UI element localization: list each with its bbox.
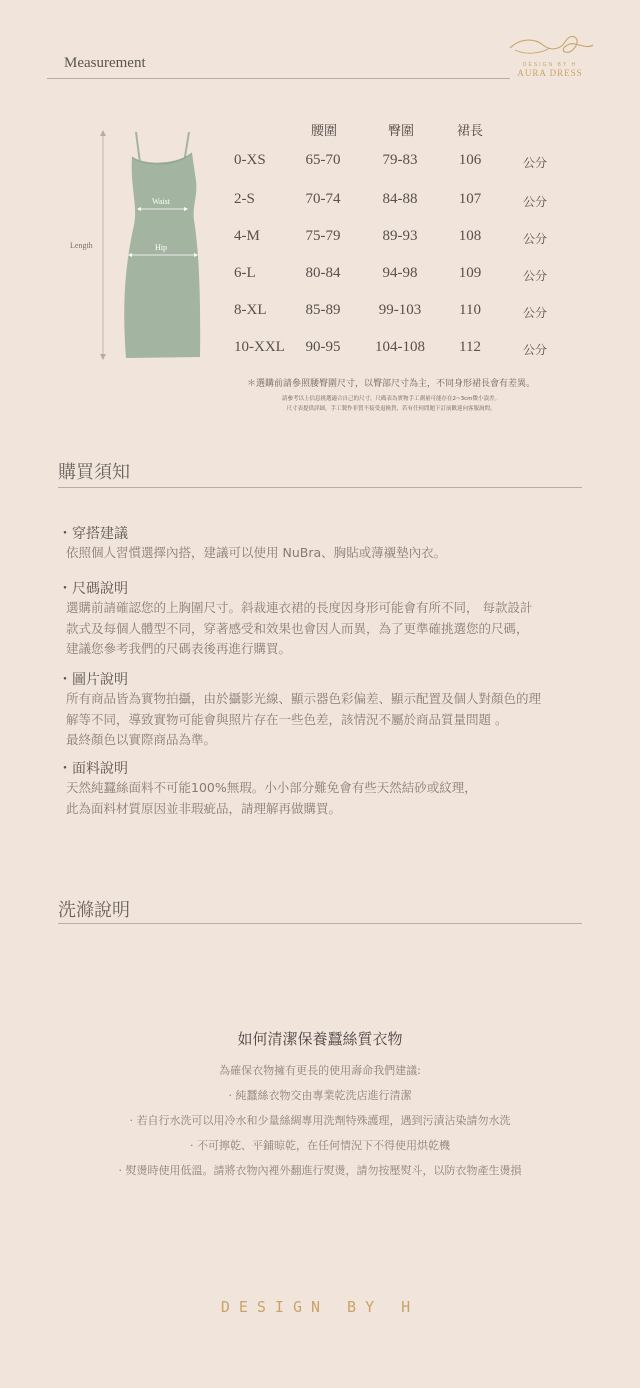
waist-value: 85-89 [305,302,341,318]
logo-flourish-icon [505,30,595,60]
size-note-small [0,395,640,415]
item-body [58,543,598,564]
care-item: · 熨燙時使用低溫。請將衣物內裡外翻進行熨燙，請勿按壓熨斗，以防衣物產生燙損 [118,1164,522,1177]
logo-tagline: DESIGN BY H [522,62,578,68]
purchase-item [58,578,598,669]
item-line: 解等不同，導致實物可能會與照片存在一些色差，該情況不屬於商品質量問題 。 [66,711,508,727]
waist-value: 90-95 [305,339,341,355]
header-divider [47,78,510,79]
header-hip: 臀圍 [388,124,415,139]
size-label: 4-M [234,228,260,244]
size-label: 10-XXL [234,339,285,355]
item-line: 選購前請確認您的上胸圍尺寸。斜裁連衣裙的長度因身形可能會有所不同， 每款設計 [66,600,533,615]
size-note-small-1: 請參考以上信息挑選適合自己的尺寸，尺碼表為實物手工測量可能存在2~3cm微小誤差。 [282,396,500,402]
unit-label: 公分 [523,232,548,246]
purchase-list [58,523,598,819]
purchase-divider [58,487,582,488]
footer-brand: DESIGN BY H [220,1298,420,1316]
care-intro: 為確保衣物擁有更長的使用壽命我們建議: [219,1064,421,1077]
length-value: 110 [459,302,481,318]
purchase-item [58,523,598,578]
brand-logo [505,30,595,78]
logo-name: AURA DRESS [517,68,583,78]
item-heading: ・面料說明 [58,761,128,777]
item-body [58,689,598,751]
washing-divider [58,923,582,924]
purchase-item [58,758,598,819]
item-line: 款式及每個人體型不同，穿著感受和效果也會因人而異，為了更準確挑選您的尺碼， [66,620,529,636]
measurement-title: Measurement [64,55,146,71]
size-note: ＊選購前請參照腰臀圍尺寸，以臀部尺寸為主，不同身形裙長會有差異。 [246,379,535,389]
item-line: 天然純蠶絲面料不可能100%無瑕。小小部分難免會有些天然結砂或紋理， [66,780,477,795]
unit-label: 公分 [523,195,548,209]
waist-label: Waist [152,197,171,206]
length-value: 107 [458,191,482,207]
length-value: 106 [458,152,482,168]
hip-value: 84-88 [382,191,418,207]
length-value: 112 [459,339,481,355]
item-body [58,778,598,819]
item-line: 建議您參考我們的尺碼表後再進行購買。 [66,641,292,656]
care-item: · 若自行水洗可以用冷水和少量絲綢專用洗劑特殊護理，遇到污漬沾染請勿水洗 [129,1114,511,1127]
item-line: 最終顏色以實際商品為準。 [66,732,217,747]
hip-label: Hip [155,243,167,252]
header-waist: 腰圍 [311,124,338,139]
size-label: 2-S [234,191,255,207]
waist-value: 65-70 [305,152,341,168]
item-heading: ・穿搭建議 [58,526,128,542]
size-label: 6-L [234,265,256,281]
purchase-title: 購買須知 [58,462,130,483]
care-item: · 不可擰乾、平鋪晾乾，在任何情況下不得使用烘乾機 [190,1139,450,1152]
unit-label: 公分 [523,156,548,170]
item-line: 所有商品皆為實物拍攝，由於攝影光線、顯示器色彩偏差、顯示配置及個人對顏色的理 [66,691,542,706]
waist-value: 80-84 [305,265,341,281]
unit-label: 公分 [523,343,548,357]
size-label: 8-XL [234,302,267,318]
item-line: 此為面料材質原因並非瑕疵品，請理解再做購買。 [66,800,342,816]
purchase-item [58,669,598,758]
item-body [58,598,598,660]
hip-value: 79-83 [382,152,418,168]
length-value: 108 [458,228,482,244]
size-note-small-2: 尺寸表提供詳細，手工製作非質不接受退換貨，若有任何問題下訂前歡迎向客服詢問。 [286,405,496,412]
care-item: · 純蠶絲衣物交由專業乾洗店進行清潔 [228,1089,412,1102]
item-line: 依照個人習慣選擇內搭，建議可以使用 NuBra、胸貼或薄襯墊內衣。 [66,545,447,560]
length-label: Length [70,241,93,250]
unit-label: 公分 [523,269,548,283]
length-value: 109 [458,265,482,281]
hip-value: 89-93 [382,228,418,244]
header-length: 裙長 [457,124,484,139]
hip-value: 99-103 [378,302,422,318]
hip-value: 94-98 [382,265,418,281]
waist-value: 70-74 [305,191,341,207]
hip-value: 104-108 [375,339,425,355]
washing-title: 洗滌說明 [58,900,130,921]
item-heading: ・尺碼說明 [58,581,128,597]
size-label: 0-XS [234,152,266,168]
item-heading: ・圖片說明 [58,672,128,688]
care-title: 如何清潔保養蠶絲質衣物 [237,1030,403,1048]
unit-label: 公分 [523,306,548,320]
waist-value: 75-79 [305,228,341,244]
